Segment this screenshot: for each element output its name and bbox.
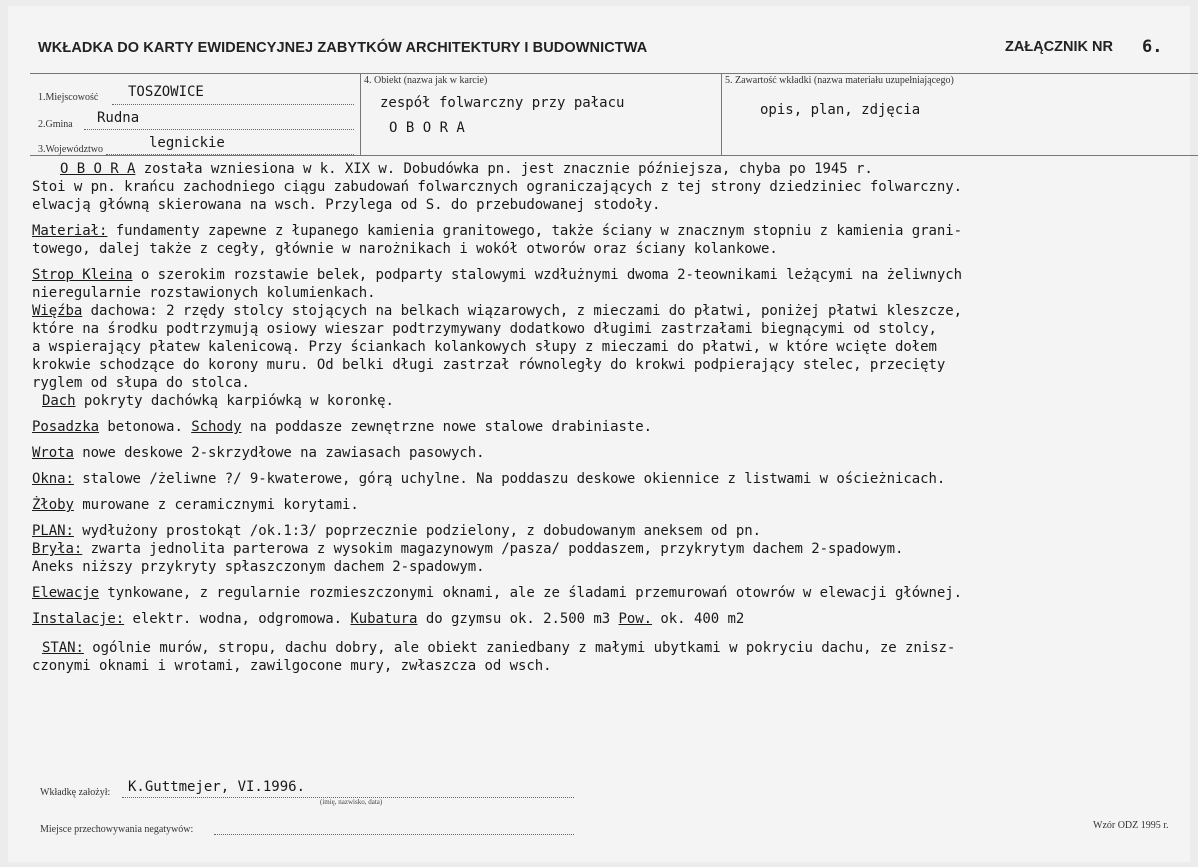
- line-text: dachowa: 2 rzędy stolcy stojących na belkach wiązarowych, z mieczami do płatwi, poniżej płatwi kleszcze,: [82, 303, 963, 319]
- heading-pow: Pow.: [618, 611, 653, 627]
- form-id: Wzór ODZ 1995 r.: [1093, 820, 1169, 831]
- line-text: fundamenty zapewne z łupanego kamienia granitowego, także ściany w znacznym stopniu z kamienia grani-: [107, 223, 963, 239]
- body-line: [32, 419, 652, 435]
- body-line: ryglem od słupa do stolca.: [32, 375, 250, 391]
- miejscowosc-label: 1.Miejscowość: [38, 92, 99, 103]
- line-text: nowe deskowe 2-skrzydłowe na zawiasach pasowych.: [73, 445, 485, 461]
- line-text: na poddasze zewnętrzne nowe stalowe drabiniaste.: [241, 419, 653, 435]
- line-text: murowane z ceramicznymi korytami.: [73, 497, 359, 513]
- body-line: nieregularnie rozstawionych kolumienkach.: [32, 285, 376, 301]
- heading-kubatura: Kubatura: [350, 611, 418, 627]
- body-line: czonymi oknami i wrotami, zawilgocone mury, zwłaszcza od wsch.: [32, 658, 552, 674]
- miejscowosc-line: [112, 104, 354, 105]
- body-line: [32, 541, 903, 557]
- body-line: [32, 223, 962, 239]
- line-text: elektr. wodna, odgromowa.: [124, 611, 351, 627]
- line-text: stalowe /żeliwne ?/ 9-kwaterowe, górą uchylne. Na poddaszu deskowe okiennice z listwami w ościeżnicach.: [73, 471, 946, 487]
- body-line: [32, 497, 359, 513]
- heading-obora: O B O R A: [60, 161, 136, 177]
- line-text: pokryty dachówką karpiówką w koronkę.: [75, 393, 394, 409]
- zawartosc-label: 5. Zawartość wkładki (nazwa materiału uzupełniającego): [725, 75, 954, 86]
- wojewodztwo-value: legnickie: [149, 135, 225, 151]
- body-line: [32, 445, 484, 461]
- heading-elewacje: Elewacje: [32, 585, 100, 601]
- line-text: ok. 400 m2: [652, 611, 745, 627]
- body-line: [32, 611, 744, 627]
- body-line: towego, dalej także z cegły, głównie w narożnikach i wokół otworów oraz ściany kolankowe.: [32, 241, 778, 257]
- body-line: [42, 393, 394, 409]
- body-line: a wspierający płatew kalenicową. Przy ściankach kolankowych słupy z mieczami do płatwi, w które wcięte dołem: [32, 339, 937, 355]
- heading-wrota: Wrota: [32, 445, 74, 461]
- body-line: [32, 303, 962, 319]
- attachment-number: 6.: [1142, 37, 1163, 57]
- zawartosc-value: opis, plan, zdjęcia: [760, 102, 921, 118]
- body-line: [32, 267, 962, 283]
- header-divider-2: [721, 73, 722, 155]
- line-text: ogólnie murów, stropu, dachu dobry, ale obiekt zaniedbany z małymi ubytkami w pokryciu dachu, ze znisz-: [83, 640, 956, 656]
- heading-zloby: Żłoby: [32, 497, 74, 513]
- body-line: [60, 161, 873, 177]
- obiekt-line-2: O B O R A: [389, 120, 465, 136]
- heading-posadzka: Posadzka: [32, 419, 100, 435]
- gmina-label: 2.Gmina: [38, 119, 73, 130]
- header-box-top-border: [30, 73, 1198, 74]
- heading-instalacje: Instalacje:: [32, 611, 125, 627]
- body-line: Aneks niższy przykryty spłaszczonym dachem 2-spadowym.: [32, 559, 485, 575]
- heading-plan: PLAN:: [32, 523, 74, 539]
- header-box-bottom-border: [30, 155, 1198, 156]
- storage-label: Miejsce przechowywania negatywów:: [40, 824, 194, 835]
- gmina-value: Rudna: [97, 110, 140, 126]
- heading-strop: Strop Kleina: [32, 267, 133, 283]
- heading-bryla: Bryła:: [32, 541, 83, 557]
- body-line: które na środku podtrzymują osiowy wieszar podtrzymywany dodatkowo długimi zastrzałami biegnącymi od stolcy,: [32, 321, 937, 337]
- document-title: WKŁADKA DO KARTY EWIDENCYJNEJ ZABYTKÓW ARCHITEKTURY I BUDOWNICTWA: [38, 40, 648, 56]
- wojewodztwo-label: 3.Województwo: [38, 144, 104, 155]
- heading-dach: Dach: [42, 393, 76, 409]
- heading-material: Materiał:: [32, 223, 108, 239]
- line-text: wydłużony prostokąt /ok.1:3/ poprzecznie podzielony, z dobudowanym aneksem od pn.: [73, 523, 761, 539]
- author-label: Wkładkę założył:: [40, 787, 111, 798]
- heading-stan: STAN:: [42, 640, 84, 656]
- gmina-line: [84, 129, 354, 130]
- line-text: została wzniesiona w k. XIX w. Dobudówka pn. jest znacznie późniejsza, chyba po 1945 r.: [135, 161, 873, 177]
- body-line: krokwie schodzące do korony muru. Od belki długi zastrzał równoległy do krokwi podpierający stelec, przecięty: [32, 357, 946, 373]
- obiekt-label: 4. Obiekt (nazwa jak w karcie): [364, 75, 488, 86]
- line-text: tynkowane, z regularnie rozmieszczonymi oknami, ale ze śladami przemurowań otowrów w elewacji głównej.: [99, 585, 963, 601]
- body-line: [32, 585, 962, 601]
- obiekt-line-1: zespół folwarczny przy pałacu: [380, 95, 625, 111]
- heading-okna: Okna:: [32, 471, 74, 487]
- body-line: [32, 523, 761, 539]
- body-line: Stoi w pn. krańcu zachodniego ciągu zabudowań folwarcznych ograniczających z tej strony dziedziniec folwarczny.: [32, 179, 963, 195]
- author-hint: (imię, nazwisko, data): [320, 798, 383, 806]
- heading-schody: Schody: [191, 419, 242, 435]
- line-text: betonowa.: [99, 419, 192, 435]
- heading-wiezba: Więźba: [32, 303, 83, 319]
- line-text: zwarta jednolita parterowa z wysokim magazynowym /pasza/ poddaszem, przykrytym dachem 2-spadowym.: [82, 541, 904, 557]
- storage-line: [214, 834, 574, 835]
- body-line: elwacją główną skierowana na wsch. Przylega od S. do przebudowanej stodoły.: [32, 197, 661, 213]
- wojewodztwo-line: [106, 154, 354, 155]
- header-divider-1: [360, 73, 361, 155]
- body-line: [32, 471, 945, 487]
- miejscowosc-value: TOSZOWICE: [128, 84, 204, 100]
- body-line: [42, 640, 955, 656]
- attachment-label: ZAŁĄCZNIK NR: [1005, 39, 1113, 55]
- line-text: o szerokim rozstawie belek, podparty stalowymi wzdłużnymi dwoma 2-teownikami leżącymi na żeliwnych: [132, 267, 963, 283]
- line-text: do gzymsu ok. 2.500 m3: [417, 611, 619, 627]
- author-value: K.Guttmejer, VI.1996.: [128, 779, 306, 795]
